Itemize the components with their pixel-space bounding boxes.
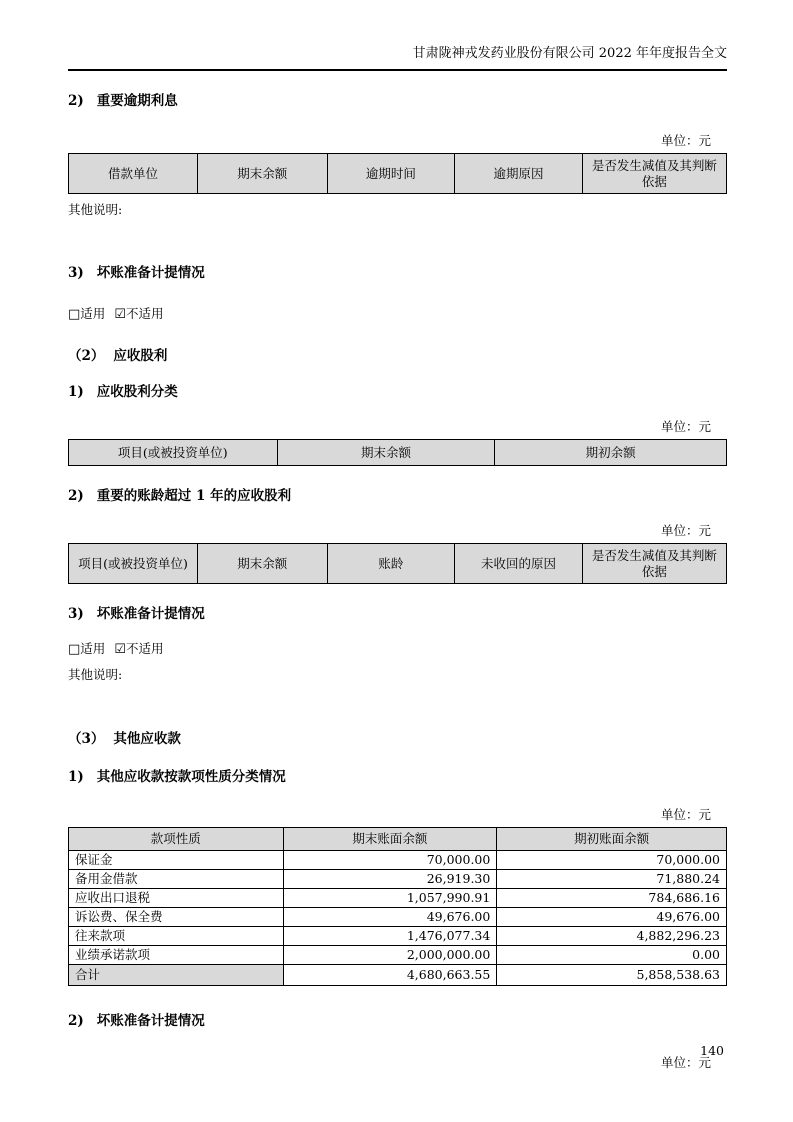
section-heading-bad-debt-1 (68, 265, 727, 281)
column-header: 期末余额 (197, 154, 327, 194)
heading-text: 坏账准备计提情况 (96, 1013, 205, 1029)
section-heading-overdue-interest (68, 93, 727, 109)
beginning-balance-cell: 70,000.00 (497, 851, 727, 870)
applicable-label: 适用 (80, 306, 106, 321)
ending-balance-cell: 26,919.30 (283, 870, 497, 889)
applicable-label: 适用 (80, 641, 106, 656)
column-header: 借款单位 (69, 154, 198, 194)
not-applicable-option (114, 306, 163, 321)
applicable-option (68, 306, 105, 321)
not-applicable-label: 不适用 (125, 306, 164, 321)
nature-cell: 诉讼费、保全费 (69, 908, 284, 927)
unit-label: 单位：元 (660, 523, 711, 538)
column-header: 款项性质 (69, 828, 284, 851)
beginning-balance-cell: 71,880.24 (497, 870, 727, 889)
section-heading-dividend-class (68, 384, 727, 400)
table-row (69, 927, 727, 946)
heading-number: 2) (68, 93, 84, 109)
beginning-balance-cell: 0.00 (497, 946, 727, 965)
ending-balance-cell: 1,057,990.91 (283, 889, 497, 908)
checkbox-checked-icon: ☑ (114, 642, 126, 657)
table-row (69, 889, 727, 908)
table-row (69, 870, 727, 889)
heading-number: 2) (68, 488, 84, 504)
nature-cell: 往来款项 (69, 927, 284, 946)
heading-number: （3） (68, 731, 105, 747)
table-row (69, 851, 727, 870)
section-heading-other-recv-by-nature (68, 769, 727, 785)
column-header: 是否发生减值及其判断依据 (582, 154, 726, 194)
heading-number: 3) (68, 606, 84, 622)
section-heading-dividend-over-1y (68, 488, 727, 504)
ending-balance-cell: 2,000,000.00 (283, 946, 497, 965)
unit-label: 单位：元 (660, 807, 711, 822)
other-notes-label: 其他说明: (68, 202, 123, 217)
other-notes-label: 其他说明: (68, 667, 123, 682)
checkbox-checked-icon: ☑ (114, 307, 126, 322)
page-number: 140 (700, 1043, 724, 1058)
heading-text: 坏账准备计提情况 (96, 606, 205, 622)
column-header: 期末账面余额 (283, 828, 497, 851)
applicability-row (68, 306, 727, 322)
beginning-balance-cell: 49,676.00 (497, 908, 727, 927)
report-header-title: 甘肃陇神戎发药业股份有限公司 2022 年年度报告全文 (412, 46, 727, 61)
total-beginning-cell: 5,858,538.63 (497, 965, 727, 986)
column-header: 逾期原因 (455, 154, 583, 194)
table-header-row (69, 828, 727, 851)
not-applicable-label: 不适用 (125, 641, 164, 656)
checkbox-unchecked-icon: □ (68, 307, 81, 322)
total-ending-cell: 4,680,663.55 (283, 965, 497, 986)
heading-text: 坏账准备计提情况 (96, 265, 205, 281)
dividend-over-1y-table (68, 543, 727, 584)
heading-number: （2） (68, 348, 105, 364)
header-divider (68, 69, 727, 71)
heading-text: 应收股利 (113, 348, 168, 364)
dividend-class-table (68, 439, 727, 466)
checkbox-unchecked-icon: □ (68, 642, 81, 657)
section-heading-bad-debt-3 (68, 1013, 727, 1029)
not-applicable-option (114, 641, 163, 656)
heading-number: 3) (68, 265, 84, 281)
column-header: 是否发生减值及其判断依据 (582, 544, 726, 584)
unit-label: 单位：元 (660, 133, 711, 148)
overdue-interest-table (68, 153, 727, 194)
column-header: 逾期时间 (327, 154, 455, 194)
column-header: 账龄 (327, 544, 455, 584)
unit-label: 单位：元 (660, 1055, 711, 1070)
beginning-balance-cell: 784,686.16 (497, 889, 727, 908)
column-header: 项目(或被投资单位) (69, 544, 198, 584)
heading-text: 其他应收款按款项性质分类情况 (96, 769, 286, 785)
column-header: 期初余额 (495, 440, 727, 466)
heading-text: 应收股利分类 (96, 384, 178, 400)
column-header: 项目(或被投资单位) (69, 440, 278, 466)
applicable-option (68, 641, 105, 656)
other-receivables-table (68, 827, 727, 986)
applicability-row (68, 641, 727, 657)
nature-cell: 业绩承诺款项 (69, 946, 284, 965)
table-total-row (69, 965, 727, 986)
ending-balance-cell: 1,476,077.34 (283, 927, 497, 946)
ending-balance-cell: 49,676.00 (283, 908, 497, 927)
table-header-row (69, 440, 727, 466)
table-row (69, 946, 727, 965)
total-label-cell: 合计 (69, 965, 284, 986)
nature-cell: 备用金借款 (69, 870, 284, 889)
column-header: 期末余额 (197, 544, 327, 584)
ending-balance-cell: 70,000.00 (283, 851, 497, 870)
section-heading-bad-debt-2 (68, 606, 727, 622)
heading-number: 1) (68, 384, 84, 400)
heading-number: 1) (68, 769, 84, 785)
nature-cell: 应收出口退税 (69, 889, 284, 908)
heading-text: 其他应收款 (113, 731, 181, 747)
unit-label: 单位：元 (660, 419, 711, 434)
heading-text: 重要逾期利息 (96, 93, 178, 109)
table-header-row (69, 154, 727, 194)
section-heading-dividends (68, 348, 727, 364)
column-header: 未收回的原因 (455, 544, 583, 584)
heading-text: 重要的账龄超过 1 年的应收股利 (96, 488, 292, 504)
section-heading-other-receivables (68, 731, 727, 747)
heading-number: 2) (68, 1013, 84, 1029)
column-header: 期初账面余额 (497, 828, 727, 851)
table-header-row (69, 544, 727, 584)
table-row (69, 908, 727, 927)
beginning-balance-cell: 4,882,296.23 (497, 927, 727, 946)
nature-cell: 保证金 (69, 851, 284, 870)
column-header: 期末余额 (277, 440, 495, 466)
